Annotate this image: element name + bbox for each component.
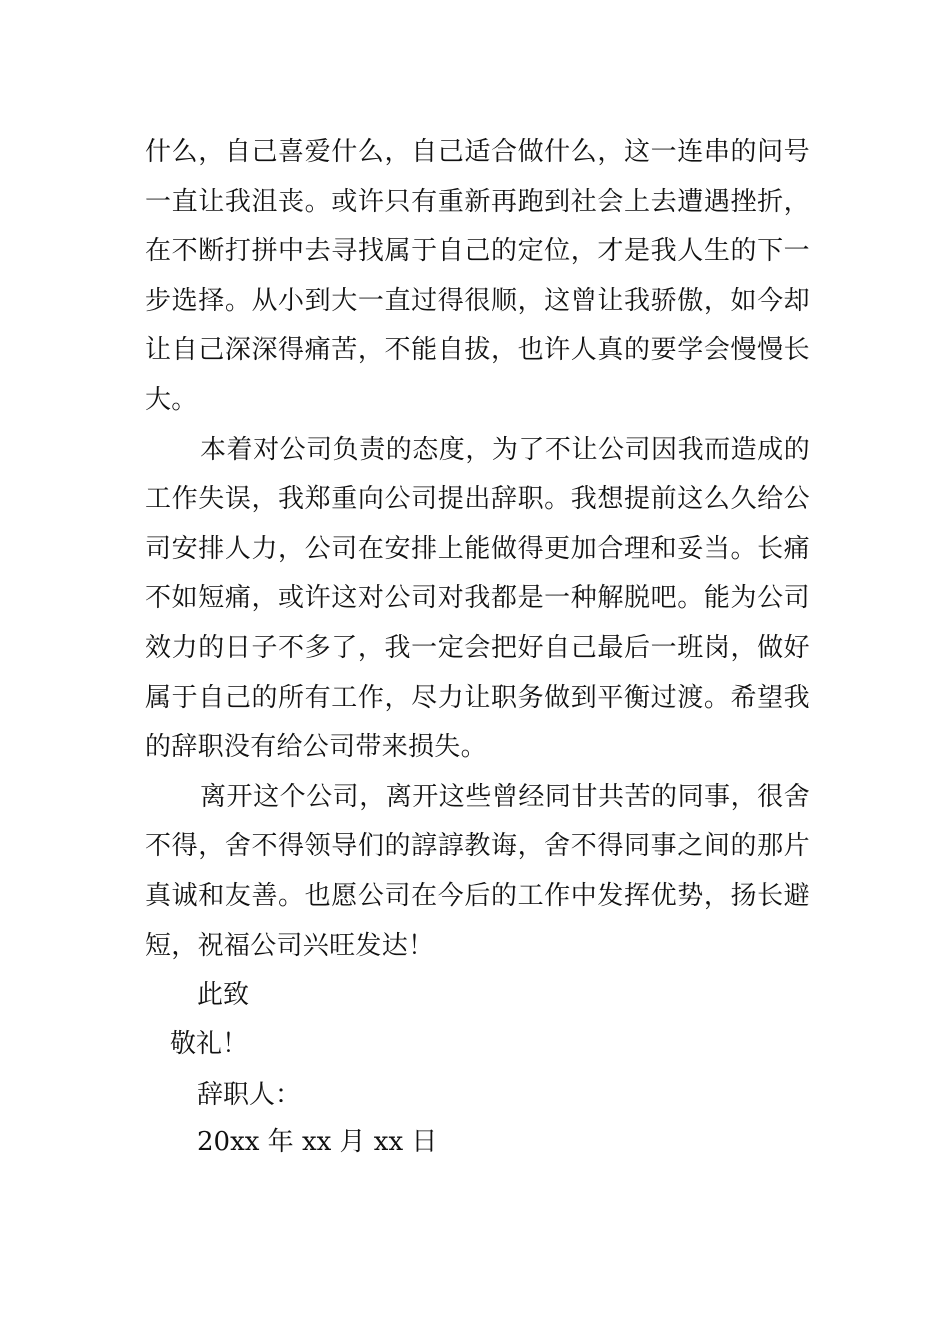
paragraph-farewell: 离开这个公司，离开这些曾经同甘共苦的同事，很舍不得，舍不得领导们的諄諄教诲，舍不得同事之间的那片真诚和友善。也愿公司在今后的工作中发挥优势，扬长避短，祝福公司兴旺发达！	[145, 781, 810, 961]
closing-regards: 敬礼！	[170, 1029, 249, 1059]
closing-salutation: 此致	[197, 980, 250, 1010]
letter-body	[145, 128, 810, 971]
signer-label: 辞职人：	[197, 1080, 302, 1110]
paragraph-continued: 什么，自己喜爱什么，自己适合做什么，这一连串的问号一直让我沮丧。或许只有重新再跑到社会上去遭遇挫折，在不断打拼中去寻找属于自己的定位，才是我人生的下一步选择。从小到大一直过得很顺，这曾让我骄傲，如今却让自己深深得痛苦，不能自拔，也许人真的要学会慢慢长大。	[145, 137, 810, 415]
paragraph-resignation-reason: 本着对公司负责的态度，为了不让公司因我而造成的工作失误，我郑重向公司提出辞职。我想提前这么久给公司安排人力，公司在安排上能做得更加合理和妥当。长痛不如短痛，或许这对公司对我都是一种解脱吧。能为公司效力的日子不多了，我一定会把好自己最后一班岗，做好属于自己的所有工作，尽力让职务做到平衡过渡。希望我的辞职没有给公司带来损失。	[145, 434, 810, 763]
letter-date: 20xx 年 xx 月 xx 日	[197, 1127, 438, 1157]
